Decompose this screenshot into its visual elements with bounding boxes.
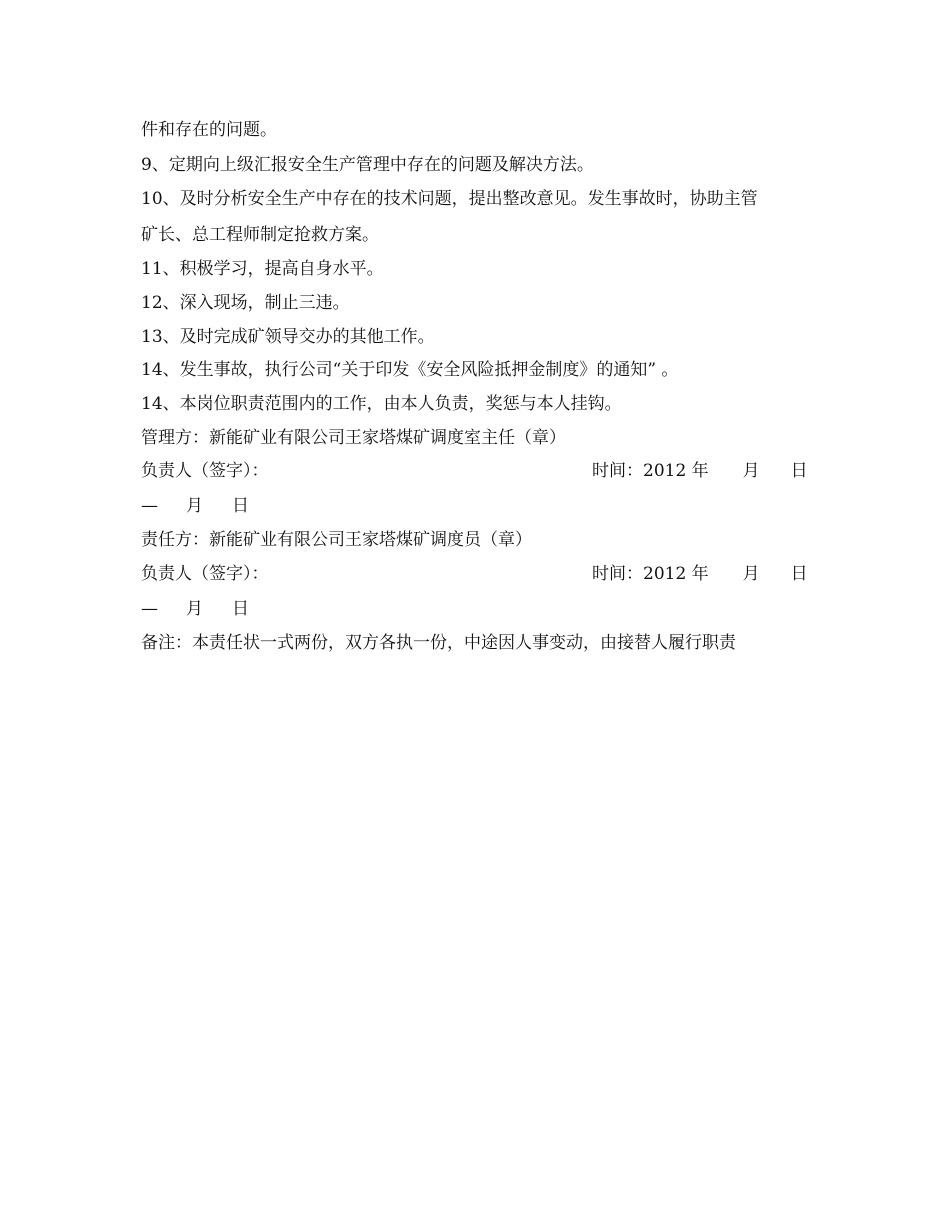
manager-date-row: [141, 495, 821, 517]
responsible-month-2: 月: [186, 599, 203, 619]
body-line-8: 14、发生事故，执行公司“关于印发《安全风险抵押金制度》的通知” 。: [141, 360, 679, 380]
body-line-5: 11、积极学习，提高自身水平。: [141, 259, 384, 279]
responsible-party: 责任方：新能矿业有限公司王家塔煤矿调度员（章）: [141, 530, 532, 550]
manager-month: 月: [742, 461, 760, 481]
responsible-day: 日: [790, 564, 808, 584]
body-line-9: 14、本岗位职责范围内的工作，由本人负责，奖惩与本人挂钩。: [141, 394, 622, 414]
manager-signer-label: 负责人（签字）：: [141, 461, 269, 481]
responsible-day-2: 日: [232, 599, 249, 619]
manager-time: [592, 460, 808, 482]
responsible-signer-label: 负责人（签字）：: [141, 564, 269, 584]
responsible-dash: —: [141, 599, 158, 619]
body-line-6: 12、深入现场，制止三违。: [141, 293, 350, 313]
responsible-month: 月: [742, 564, 760, 584]
responsible-time-prefix: 时间：2012 年: [592, 564, 709, 584]
manager-dash: —: [141, 496, 158, 516]
manager-day-2: 日: [232, 496, 249, 516]
body-line-2: 9、定期向上级汇报安全生产管理中存在的问题及解决方法。: [141, 155, 594, 175]
body-line-7: 13、及时完成矿领导交办的其他工作。: [141, 327, 435, 347]
manager-month-2: 月: [186, 496, 203, 516]
responsible-date-row: [141, 598, 821, 620]
body-line-1: 件和存在的问题。: [141, 120, 277, 140]
manager-day: 日: [790, 461, 808, 481]
responsible-time: [592, 563, 808, 585]
body-line-4: 矿长、总工程师制定抢救方案。: [141, 225, 379, 245]
body-line-3: 10、及时分析安全生产中存在的技术问题，提出整改意见。发生事故时，协助主管: [141, 189, 758, 209]
manager-time-prefix: 时间：2012 年: [592, 461, 709, 481]
manager-party: 管理方：新能矿业有限公司王家塔煤矿调度室主任（章）: [141, 428, 566, 448]
note: 备注：本责任状一式两份，双方各执一份，中途因人事变动，由接替人履行职责: [141, 633, 736, 653]
